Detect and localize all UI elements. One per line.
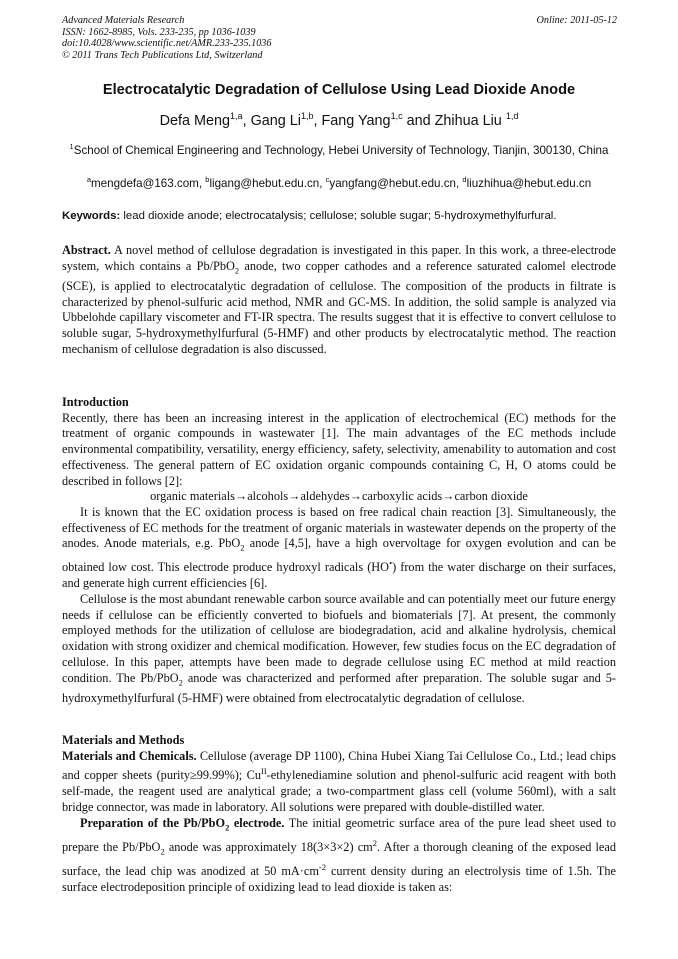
keywords-text: lead dioxide anode; electrocatalysis; cellulose; soluble sugar; 5-hydroxymethylfurfural. [123,210,557,222]
paragraph: Preparation of the Pb/PbO$_2$ electrode. The initial geometric surface area of the pure lead sheet used to prepare the Pb/PbO$_2$ anode was approximately 18(3×3×2) $cm^2$. After a thorough cleaning of the exposed lead surface, the lead chip was anodized at 50 $mA\cdot cm^{-2}$ current density during an electrolysis time of 1.5h. The surface electrodeposition principle of oxidizing lead to lead dioxide is taken as: [62,815,617,894]
email-link[interactable]: yangfang@hebut.edu.cn [329,176,456,190]
author-list: Defa Meng$^{1,a}$, Gang Li$^{1,b}$, Fang Yang$^{1,c}$ and Zhihua Liu $^{1,d}$ [159,111,519,129]
affiliation-text: School of Chemical Engineering and Technology, Hebei University of Technology, Tianjin, 300130, China [73,143,609,157]
subsection-heading: Preparation of the Pb/PbO$_2$ electrode. [80,815,285,833]
copyright-line: © 2011 Trans Tech Publications Ltd, Switzerland [62,49,263,61]
issn-line: ISSN: 1662-8985, Vols. 233-235, pp 1036-1039 [62,26,256,38]
introduction-section [62,395,616,706]
author-name: Fang Yang [321,112,391,129]
email-link[interactable]: ligang@hebut.edu.cn [209,176,320,190]
methods-section [62,733,616,896]
paragraph: Materials and Chemicals. Cellulose (average DP 1100), China Hubei Xiang Tai Cellulose Co., Ltd.; lead chips and copper sheets (purity≥99.99%); $Cu^{II}$-ethylenediamine solution and phenol-sulfuric acid reagent with both self-made, the reagent used are analytical grade; a two-compartment glass cell (volume 560ml), with a salt bridge connector, was made in laboratory. All solutions were prepared with double-distilled water. [62,748,616,814]
author-name: Defa Meng [159,112,231,129]
author-name: Gang Li [250,112,301,129]
affiliation-sup: 1 [69,142,74,151]
author-sup: 1,b [300,111,314,121]
section-heading-methods: Materials and Methods [62,733,185,747]
subscript: 2 [234,265,240,276]
abstract-label: Abstract. [62,243,111,257]
doi-line: doi:10.4028/www.scientific.net/AMR.233-235.1036 [62,38,272,50]
author-name: Zhihua Liu [434,112,502,129]
author-sup: 1,d [505,111,519,121]
affiliation [62,139,616,158]
email-sup: c [325,175,330,184]
journal-header [62,15,617,61]
journal-name: Advanced Materials Research [62,15,185,26]
abstract-text: anode, two copper cathodes and a reference saturated calomel electrode (SCE), is applied to electrocatalytic degradation of cellulose. The composition of the products in filtrate is characterized by phenol-sulfuric acid method, NMR and GC-MS. In addition, the solid sample is analyzed via Ubbelohde capillary viscometer and FT-IR spectra. The results suggest that it is effective to convert cellulose to soluble sugar, 5-hydroxymethylfurfural (5-HMF) and other products by electrocatalytic method. The reaction mechanism of cellulose degradation is also discussed. [62,258,616,356]
keywords-label: Keywords: [62,210,121,222]
subsection-heading: Materials and Chemicals. [62,748,197,763]
author-sup: 1,c [390,111,403,121]
abstract-text: A novel method of cellulose degradation is investigated in this paper. In this work, a three-electrode system, which contains a Pb/PbO [62,243,616,273]
section-heading-introduction: Introduction [62,395,129,409]
reaction-equation: organic materials→alcohols→aldehydes→carboxylic acids→carbon dioxide [150,489,528,504]
paragraph: It is known that the EC oxidation process is based on free radical chain reaction [3]. Simultaneously, the effectiveness of EC methods for the treatment of organic materials in wastewater depends on the property of the anodes. Anode materials, e.g. PbO$_2$ anode [4,5], have a high overvoltage for oxygen evolution and can be obtained low cost. This electrode produce hydroxyl radicals (HO•) from the water discharge on their surfaces, and generate high current efficiencies [6]. [62,504,617,591]
author-sup: 1,a [230,111,243,121]
paper-title: Electrocatalytic Degradation of Cellulose Using Lead Dioxide Anode [102,82,576,98]
email-sup: b [205,175,210,184]
paragraph: Recently, there has been an increasing interest in the application of electrochemical (EC) methods for the treatment of organic compounds in wastewater [1]. The main advantages of the EC methods include environmental compatibility, versatility, energy efficiency, safety, selectivity, amenability to automation and cost effectiveness. The general pattern of EC oxidation organic compounds containing C, H, O atoms could be described in follows [2]: [62,410,616,488]
abstract [62,243,616,357]
online-date: Online: 2011-05-12 [536,15,617,26]
paragraph: Cellulose is the most abundant renewable carbon source available and can potentially meet our future energy needs if cellulose can be efficiently converted to biofuels and biomaterials [7]. At present, the commonly employed methods for the utilization of cellulose are biodegradation, acid and alkaline hydrolysis, chemical oxidation with strong oxidizer and chemical modification. However, few studies focus on the EC degradation of cellulose. In this paper, attempts have been made to degrade cellulose using EC method at mild reaction condition. The Pb/PbO$_2$ anode was characterized and performed after preparation. The soluble sugar and 5-hydroxymethylfurfural (5-HMF) were obtained from electrocatalytic degradation of cellulose. [62,591,617,705]
email-list: $^a$mengdefa@163.com, $^b$ligang@hebut.edu.cn, $^c$yangfang@hebut.edu.cn, $^d$liuzhihua@hebut.edu.cn [86,175,592,190]
email-sup: d [462,175,467,184]
email-link[interactable]: mengdefa@163.com [91,176,199,190]
email-sup: a [86,175,92,184]
keywords [62,210,616,222]
email-link[interactable]: liuzhihua@hebut.edu.cn [466,176,592,190]
